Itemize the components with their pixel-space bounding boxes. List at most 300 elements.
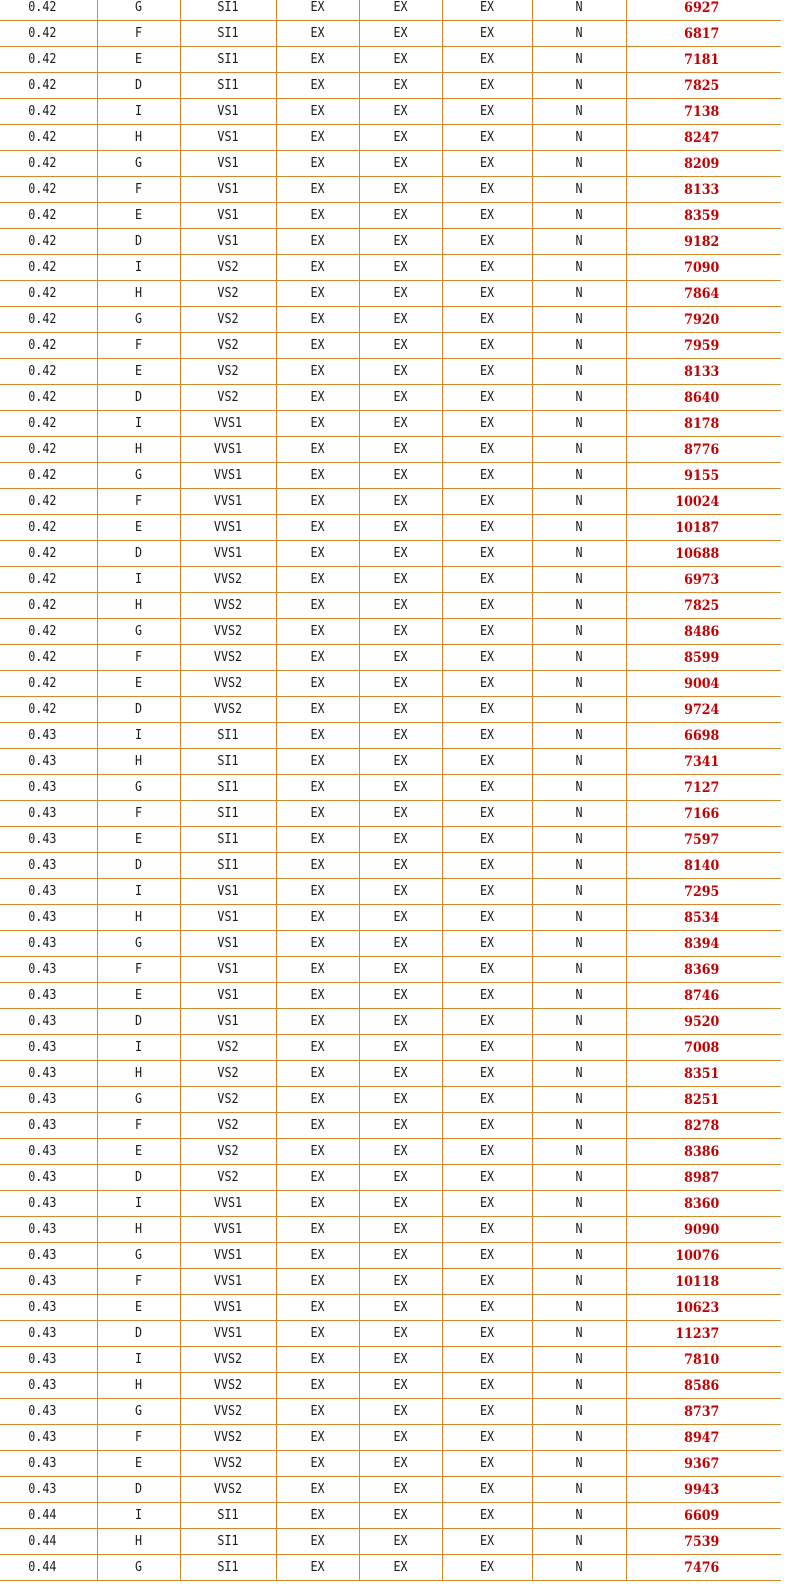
- price-cell: 6927: [634, 0, 774, 21]
- cut-cell: EX: [280, 983, 355, 1009]
- cut-cell: EX: [280, 1243, 355, 1269]
- polish-cell: EX: [363, 827, 438, 853]
- color-cell: D: [101, 1321, 176, 1347]
- color-cell: D: [101, 229, 176, 255]
- polish-cell: EX: [363, 983, 438, 1009]
- symmetry-cell: EX: [447, 1373, 528, 1399]
- symmetry-cell: EX: [447, 1113, 528, 1139]
- carat-cell: 0.43: [5, 1425, 92, 1451]
- symmetry-cell: EX: [447, 1321, 528, 1347]
- price-cell: 7138: [634, 99, 774, 125]
- color-cell: G: [101, 1243, 176, 1269]
- fluorescence-cell: N: [537, 697, 622, 723]
- table-row: [0, 723, 781, 749]
- fluorescence-cell: N: [537, 853, 622, 879]
- price-cell: 11237: [634, 1321, 774, 1347]
- color-cell: G: [101, 931, 176, 957]
- clarity-cell: VVS1: [185, 541, 271, 567]
- symmetry-cell: EX: [447, 73, 528, 99]
- symmetry-cell: EX: [447, 1399, 528, 1425]
- price-cell: 7864: [634, 281, 774, 307]
- color-cell: H: [101, 1061, 176, 1087]
- carat-cell: 0.43: [5, 1061, 92, 1087]
- color-cell: E: [101, 1139, 176, 1165]
- cut-cell: EX: [280, 125, 355, 151]
- carat-cell: 0.44: [5, 1503, 92, 1529]
- fluorescence-cell: N: [537, 1061, 622, 1087]
- cut-cell: EX: [280, 359, 355, 385]
- clarity-cell: SI1: [185, 749, 271, 775]
- clarity-cell: VS1: [185, 99, 271, 125]
- clarity-cell: VVS1: [185, 1243, 271, 1269]
- symmetry-cell: EX: [447, 203, 528, 229]
- clarity-cell: VVS1: [185, 1321, 271, 1347]
- fluorescence-cell: N: [537, 1165, 622, 1191]
- color-cell: H: [101, 593, 176, 619]
- table-row: [0, 1191, 781, 1217]
- price-cell: 8987: [634, 1165, 774, 1191]
- cut-cell: EX: [280, 749, 355, 775]
- color-cell: H: [101, 749, 176, 775]
- color-cell: E: [101, 515, 176, 541]
- polish-cell: EX: [363, 1321, 438, 1347]
- clarity-cell: SI1: [185, 47, 271, 73]
- color-cell: F: [101, 177, 176, 203]
- cut-cell: EX: [280, 1035, 355, 1061]
- fluorescence-cell: N: [537, 1191, 622, 1217]
- price-cell: 9520: [634, 1009, 774, 1035]
- fluorescence-cell: N: [537, 1555, 622, 1581]
- price-cell: 7181: [634, 47, 774, 73]
- cut-cell: EX: [280, 827, 355, 853]
- color-cell: H: [101, 1529, 176, 1555]
- fluorescence-cell: N: [537, 931, 622, 957]
- cut-cell: EX: [280, 1347, 355, 1373]
- symmetry-cell: EX: [447, 749, 528, 775]
- carat-cell: 0.42: [5, 437, 92, 463]
- table-row: [0, 1373, 781, 1399]
- color-cell: F: [101, 957, 176, 983]
- polish-cell: EX: [363, 1243, 438, 1269]
- cut-cell: EX: [280, 931, 355, 957]
- cut-cell: EX: [280, 645, 355, 671]
- fluorescence-cell: N: [537, 1295, 622, 1321]
- color-cell: G: [101, 0, 176, 21]
- symmetry-cell: EX: [447, 1035, 528, 1061]
- polish-cell: EX: [363, 905, 438, 931]
- price-cell: 7008: [634, 1035, 774, 1061]
- cut-cell: EX: [280, 619, 355, 645]
- cut-cell: EX: [280, 1555, 355, 1581]
- symmetry-cell: EX: [447, 593, 528, 619]
- carat-cell: 0.43: [5, 1087, 92, 1113]
- carat-cell: 0.43: [5, 1373, 92, 1399]
- price-cell: 7295: [634, 879, 774, 905]
- symmetry-cell: EX: [447, 983, 528, 1009]
- symmetry-cell: EX: [447, 645, 528, 671]
- clarity-cell: VVS2: [185, 671, 271, 697]
- color-cell: H: [101, 1373, 176, 1399]
- cut-cell: EX: [280, 853, 355, 879]
- clarity-cell: SI1: [185, 0, 271, 21]
- fluorescence-cell: N: [537, 1139, 622, 1165]
- fluorescence-cell: N: [537, 1373, 622, 1399]
- polish-cell: EX: [363, 0, 438, 21]
- cut-cell: EX: [280, 281, 355, 307]
- clarity-cell: VS1: [185, 957, 271, 983]
- fluorescence-cell: N: [537, 671, 622, 697]
- symmetry-cell: EX: [447, 307, 528, 333]
- color-cell: I: [101, 879, 176, 905]
- clarity-cell: SI1: [185, 73, 271, 99]
- color-cell: I: [101, 1035, 176, 1061]
- price-cell: 8351: [634, 1061, 774, 1087]
- symmetry-cell: EX: [447, 1269, 528, 1295]
- polish-cell: EX: [363, 1477, 438, 1503]
- cut-cell: EX: [280, 255, 355, 281]
- fluorescence-cell: N: [537, 73, 622, 99]
- clarity-cell: VS1: [185, 1009, 271, 1035]
- price-cell: 9004: [634, 671, 774, 697]
- fluorescence-cell: N: [537, 1503, 622, 1529]
- cut-cell: EX: [280, 0, 355, 21]
- fluorescence-cell: N: [537, 567, 622, 593]
- clarity-cell: VVS1: [185, 1217, 271, 1243]
- polish-cell: EX: [363, 1269, 438, 1295]
- fluorescence-cell: N: [537, 1009, 622, 1035]
- fluorescence-cell: N: [537, 385, 622, 411]
- table-row: [0, 1399, 781, 1425]
- table-row: [0, 203, 781, 229]
- table-row: [0, 1243, 781, 1269]
- table-row: [0, 1503, 781, 1529]
- color-cell: H: [101, 905, 176, 931]
- polish-cell: EX: [363, 879, 438, 905]
- color-cell: E: [101, 827, 176, 853]
- table-row: [0, 1087, 781, 1113]
- carat-cell: 0.42: [5, 645, 92, 671]
- clarity-cell: SI1: [185, 1555, 271, 1581]
- symmetry-cell: EX: [447, 723, 528, 749]
- polish-cell: EX: [363, 307, 438, 333]
- table-row: [0, 151, 781, 177]
- table-row: [0, 125, 781, 151]
- price-cell: 7476: [634, 1555, 774, 1581]
- symmetry-cell: EX: [447, 1503, 528, 1529]
- symmetry-cell: EX: [447, 1243, 528, 1269]
- color-cell: I: [101, 723, 176, 749]
- clarity-cell: VS1: [185, 151, 271, 177]
- clarity-cell: VVS2: [185, 567, 271, 593]
- cut-cell: EX: [280, 1399, 355, 1425]
- price-cell: 8178: [634, 411, 774, 437]
- color-cell: E: [101, 1451, 176, 1477]
- cut-cell: EX: [280, 1295, 355, 1321]
- color-cell: H: [101, 281, 176, 307]
- clarity-cell: VS2: [185, 1165, 271, 1191]
- symmetry-cell: EX: [447, 931, 528, 957]
- symmetry-cell: EX: [447, 1165, 528, 1191]
- carat-cell: 0.42: [5, 203, 92, 229]
- table-row: [0, 879, 781, 905]
- carat-cell: 0.42: [5, 411, 92, 437]
- clarity-cell: SI1: [185, 1503, 271, 1529]
- table-row: [0, 749, 781, 775]
- clarity-cell: VVS2: [185, 619, 271, 645]
- table-row: [0, 411, 781, 437]
- symmetry-cell: EX: [447, 541, 528, 567]
- carat-cell: 0.42: [5, 0, 92, 21]
- symmetry-cell: EX: [447, 333, 528, 359]
- symmetry-cell: EX: [447, 957, 528, 983]
- polish-cell: EX: [363, 489, 438, 515]
- clarity-cell: SI1: [185, 21, 271, 47]
- table-row: [0, 255, 781, 281]
- carat-cell: 0.42: [5, 671, 92, 697]
- symmetry-cell: EX: [447, 1451, 528, 1477]
- cut-cell: EX: [280, 1477, 355, 1503]
- fluorescence-cell: N: [537, 1399, 622, 1425]
- symmetry-cell: EX: [447, 385, 528, 411]
- clarity-cell: SI1: [185, 723, 271, 749]
- price-cell: 8534: [634, 905, 774, 931]
- cut-cell: EX: [280, 1113, 355, 1139]
- polish-cell: EX: [363, 1061, 438, 1087]
- clarity-cell: VVS1: [185, 515, 271, 541]
- clarity-cell: VS2: [185, 255, 271, 281]
- cut-cell: EX: [280, 1191, 355, 1217]
- cut-cell: EX: [280, 1165, 355, 1191]
- symmetry-cell: EX: [447, 697, 528, 723]
- fluorescence-cell: N: [537, 229, 622, 255]
- cut-cell: EX: [280, 723, 355, 749]
- table-row: [0, 99, 781, 125]
- cut-cell: EX: [280, 879, 355, 905]
- carat-cell: 0.42: [5, 619, 92, 645]
- polish-cell: EX: [363, 177, 438, 203]
- symmetry-cell: EX: [447, 1477, 528, 1503]
- price-cell: 8209: [634, 151, 774, 177]
- fluorescence-cell: N: [537, 1321, 622, 1347]
- clarity-cell: VVS2: [185, 1373, 271, 1399]
- color-cell: G: [101, 307, 176, 333]
- price-cell: 10688: [634, 541, 774, 567]
- polish-cell: EX: [363, 1139, 438, 1165]
- price-cell: 8369: [634, 957, 774, 983]
- table-row: [0, 957, 781, 983]
- symmetry-cell: EX: [447, 671, 528, 697]
- carat-cell: 0.43: [5, 1139, 92, 1165]
- fluorescence-cell: N: [537, 463, 622, 489]
- color-cell: F: [101, 1425, 176, 1451]
- clarity-cell: VVS1: [185, 1191, 271, 1217]
- symmetry-cell: EX: [447, 177, 528, 203]
- clarity-cell: VVS2: [185, 645, 271, 671]
- carat-cell: 0.42: [5, 177, 92, 203]
- table-row: [0, 905, 781, 931]
- carat-cell: 0.42: [5, 567, 92, 593]
- fluorescence-cell: N: [537, 801, 622, 827]
- clarity-cell: VVS2: [185, 1451, 271, 1477]
- price-cell: 8486: [634, 619, 774, 645]
- table-row: [0, 1035, 781, 1061]
- symmetry-cell: EX: [447, 1061, 528, 1087]
- fluorescence-cell: N: [537, 47, 622, 73]
- color-cell: H: [101, 125, 176, 151]
- carat-cell: 0.42: [5, 229, 92, 255]
- table-row: [0, 1009, 781, 1035]
- table-row: [0, 229, 781, 255]
- fluorescence-cell: N: [537, 905, 622, 931]
- fluorescence-cell: N: [537, 983, 622, 1009]
- clarity-cell: VVS2: [185, 697, 271, 723]
- carat-cell: 0.43: [5, 853, 92, 879]
- color-cell: I: [101, 567, 176, 593]
- clarity-cell: VS2: [185, 359, 271, 385]
- carat-cell: 0.43: [5, 1399, 92, 1425]
- carat-cell: 0.42: [5, 515, 92, 541]
- cut-cell: EX: [280, 1269, 355, 1295]
- polish-cell: EX: [363, 749, 438, 775]
- price-cell: 6698: [634, 723, 774, 749]
- carat-cell: 0.42: [5, 697, 92, 723]
- polish-cell: EX: [363, 437, 438, 463]
- color-cell: I: [101, 1191, 176, 1217]
- table-row: [0, 385, 781, 411]
- polish-cell: EX: [363, 671, 438, 697]
- cut-cell: EX: [280, 21, 355, 47]
- table-row: [0, 593, 781, 619]
- carat-cell: 0.42: [5, 307, 92, 333]
- price-cell: 9367: [634, 1451, 774, 1477]
- cut-cell: EX: [280, 229, 355, 255]
- fluorescence-cell: N: [537, 749, 622, 775]
- cut-cell: EX: [280, 1503, 355, 1529]
- carat-cell: 0.42: [5, 73, 92, 99]
- carat-cell: 0.43: [5, 1191, 92, 1217]
- carat-cell: 0.42: [5, 47, 92, 73]
- fluorescence-cell: N: [537, 1035, 622, 1061]
- table-row: [0, 1061, 781, 1087]
- price-cell: 7825: [634, 73, 774, 99]
- table-row: [0, 21, 781, 47]
- price-cell: 8278: [634, 1113, 774, 1139]
- cut-cell: EX: [280, 957, 355, 983]
- cut-cell: EX: [280, 1139, 355, 1165]
- fluorescence-cell: N: [537, 593, 622, 619]
- symmetry-cell: EX: [447, 619, 528, 645]
- polish-cell: EX: [363, 203, 438, 229]
- color-cell: G: [101, 1087, 176, 1113]
- fluorescence-cell: N: [537, 645, 622, 671]
- fluorescence-cell: N: [537, 827, 622, 853]
- price-cell: 7920: [634, 307, 774, 333]
- symmetry-cell: EX: [447, 21, 528, 47]
- fluorescence-cell: N: [537, 151, 622, 177]
- polish-cell: EX: [363, 1399, 438, 1425]
- carat-cell: 0.43: [5, 957, 92, 983]
- price-cell: 7959: [634, 333, 774, 359]
- cut-cell: EX: [280, 411, 355, 437]
- fluorescence-cell: N: [537, 411, 622, 437]
- color-cell: H: [101, 1217, 176, 1243]
- table-row: [0, 333, 781, 359]
- polish-cell: EX: [363, 1503, 438, 1529]
- price-cell: 8386: [634, 1139, 774, 1165]
- table-row: [0, 47, 781, 73]
- carat-cell: 0.42: [5, 333, 92, 359]
- price-cell: 9090: [634, 1217, 774, 1243]
- cut-cell: EX: [280, 47, 355, 73]
- fluorescence-cell: N: [537, 541, 622, 567]
- carat-cell: 0.43: [5, 827, 92, 853]
- cut-cell: EX: [280, 775, 355, 801]
- polish-cell: EX: [363, 411, 438, 437]
- polish-cell: EX: [363, 125, 438, 151]
- carat-cell: 0.43: [5, 1451, 92, 1477]
- polish-cell: EX: [363, 463, 438, 489]
- polish-cell: EX: [363, 541, 438, 567]
- color-cell: G: [101, 619, 176, 645]
- carat-cell: 0.43: [5, 723, 92, 749]
- table-row: [0, 567, 781, 593]
- cut-cell: EX: [280, 567, 355, 593]
- price-cell: 9943: [634, 1477, 774, 1503]
- symmetry-cell: EX: [447, 879, 528, 905]
- cut-cell: EX: [280, 333, 355, 359]
- clarity-cell: VVS1: [185, 1295, 271, 1321]
- polish-cell: EX: [363, 1295, 438, 1321]
- table-row: [0, 931, 781, 957]
- table-row: [0, 281, 781, 307]
- symmetry-cell: EX: [447, 1425, 528, 1451]
- carat-cell: 0.43: [5, 879, 92, 905]
- color-cell: F: [101, 801, 176, 827]
- fluorescence-cell: N: [537, 489, 622, 515]
- price-cell: 8599: [634, 645, 774, 671]
- fluorescence-cell: N: [537, 775, 622, 801]
- table-row: [0, 1113, 781, 1139]
- cut-cell: EX: [280, 801, 355, 827]
- clarity-cell: VS1: [185, 905, 271, 931]
- price-cell: 8133: [634, 177, 774, 203]
- color-cell: I: [101, 1503, 176, 1529]
- symmetry-cell: EX: [447, 775, 528, 801]
- carat-cell: 0.43: [5, 983, 92, 1009]
- table-row: [0, 437, 781, 463]
- clarity-cell: VVS2: [185, 1347, 271, 1373]
- cut-cell: EX: [280, 151, 355, 177]
- symmetry-cell: EX: [447, 359, 528, 385]
- fluorescence-cell: N: [537, 1087, 622, 1113]
- price-cell: 9724: [634, 697, 774, 723]
- fluorescence-cell: N: [537, 359, 622, 385]
- table-row: [0, 489, 781, 515]
- polish-cell: EX: [363, 1113, 438, 1139]
- cut-cell: EX: [280, 489, 355, 515]
- symmetry-cell: EX: [447, 1139, 528, 1165]
- polish-cell: EX: [363, 697, 438, 723]
- fluorescence-cell: N: [537, 1529, 622, 1555]
- polish-cell: EX: [363, 1555, 438, 1581]
- color-cell: I: [101, 411, 176, 437]
- table-row: [0, 801, 781, 827]
- polish-cell: EX: [363, 515, 438, 541]
- price-cell: 8133: [634, 359, 774, 385]
- table-row: [0, 853, 781, 879]
- color-cell: E: [101, 983, 176, 1009]
- color-cell: F: [101, 645, 176, 671]
